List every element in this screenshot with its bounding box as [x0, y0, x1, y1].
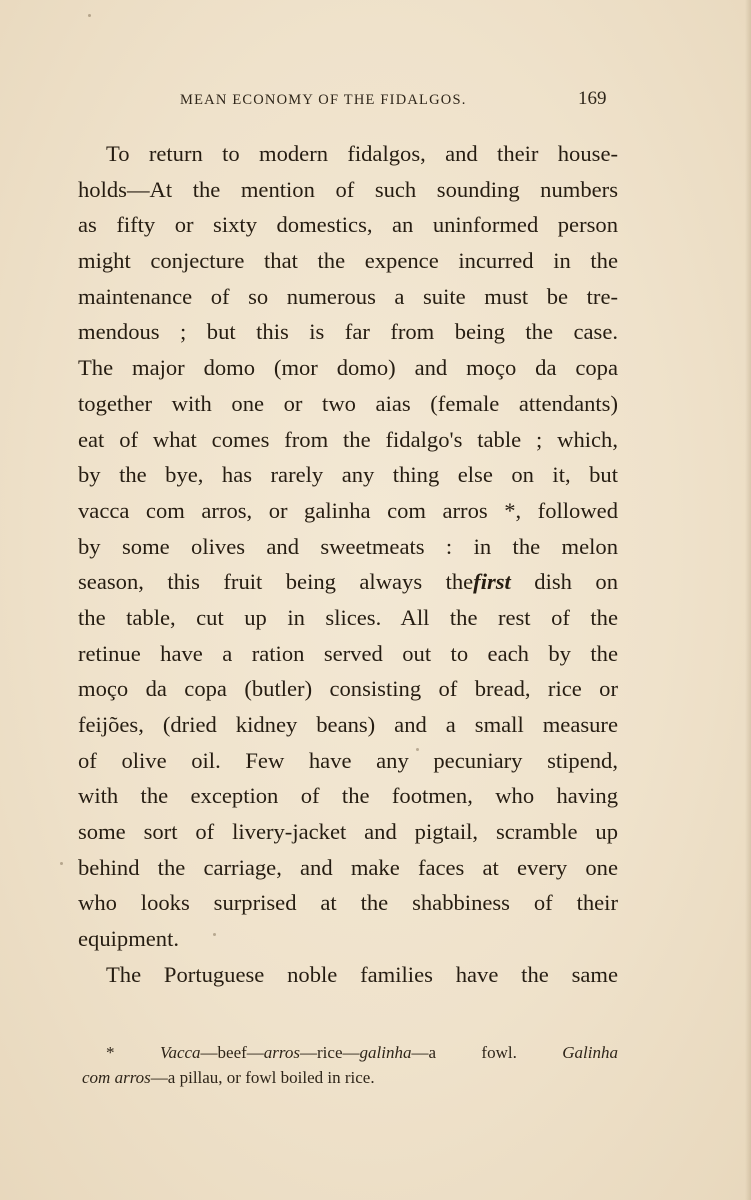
page-number: 169	[578, 88, 607, 109]
text-line: The major domo (mor domo) and moço da copa	[78, 355, 618, 381]
footnote-term: com arros	[82, 1068, 151, 1087]
text-line: who looks surprised at the shabbiness of their	[78, 890, 618, 916]
text-line: equipment.	[78, 926, 180, 952]
paper-speck	[416, 748, 419, 751]
paper-speck	[88, 14, 91, 17]
text-line: retinue have a ration served out to each by the	[78, 640, 618, 666]
text-line: some sort of livery-jacket and pigtail, scramble up	[78, 819, 618, 845]
text-line: with the exception of the footmen, who having	[78, 783, 618, 809]
footnote-term: arros	[263, 1043, 301, 1062]
footnote-term: galinha	[359, 1043, 412, 1062]
paper-speck	[60, 862, 63, 865]
text-line: by the bye, has rarely any thing else on it, but	[78, 462, 618, 488]
footnote-text: —a pillau, or fowl boiled in rice.	[150, 1068, 375, 1087]
text-line: might conjecture that the expence incurred in the	[78, 248, 618, 274]
footnote-text: —beef—	[200, 1043, 264, 1062]
footnote	[82, 1040, 618, 1090]
text-line: the table, cut up in slices. All the rest of the	[78, 604, 618, 630]
text-line: together with one or two aias (female attendants)	[78, 390, 618, 416]
text-line: vacca com arros, or galinha com arros *, followed	[78, 497, 618, 523]
text-line: moço da copa (butler) consisting of bread, rice or	[78, 676, 618, 702]
footnote-term: Galinha	[562, 1043, 619, 1062]
text-line: behind the carriage, and make faces at every one	[78, 854, 618, 880]
text-segment: season, this fruit being always the	[78, 569, 474, 595]
footnote-text: —a fowl.	[411, 1043, 517, 1062]
paper-speck	[213, 933, 216, 936]
footnote-marker: *	[106, 1043, 115, 1062]
text-line: eat of what comes from the fidalgo's table ; which,	[78, 426, 618, 452]
footnote-term: Vacca	[159, 1043, 201, 1062]
text-line: maintenance of so numerous a suite must be tre-	[78, 283, 618, 309]
text-line: mendous ; but this is far from being the case.	[78, 319, 618, 345]
text-line: The Portuguese noble families have the same	[106, 961, 618, 987]
footnote-text: —rice—	[300, 1043, 360, 1062]
footnote-line	[82, 1040, 618, 1065]
body-text	[78, 136, 618, 993]
text-line: of olive oil. Few have any pecuniary stipend,	[78, 747, 618, 773]
running-head: MEAN ECONOMY OF THE FIDALGOS.	[180, 92, 467, 108]
text-segment: dish on	[534, 569, 618, 595]
text-line-with-emphasis	[78, 564, 618, 600]
text-line: as fifty or sixty domestics, an uninformed person	[78, 212, 618, 238]
emphasis-first: first	[473, 569, 511, 595]
text-line: feijões, (dried kidney beans) and a small measure	[78, 712, 618, 737]
footnote-line	[82, 1065, 618, 1090]
text-line: To return to modern fidalgos, and their house-	[106, 141, 618, 166]
page-edge-shadow	[745, 0, 751, 1200]
text-line: holds—At the mention of such sounding numbers	[78, 176, 618, 202]
text-line: by some olives and sweetmeats : in the melon	[78, 533, 618, 559]
